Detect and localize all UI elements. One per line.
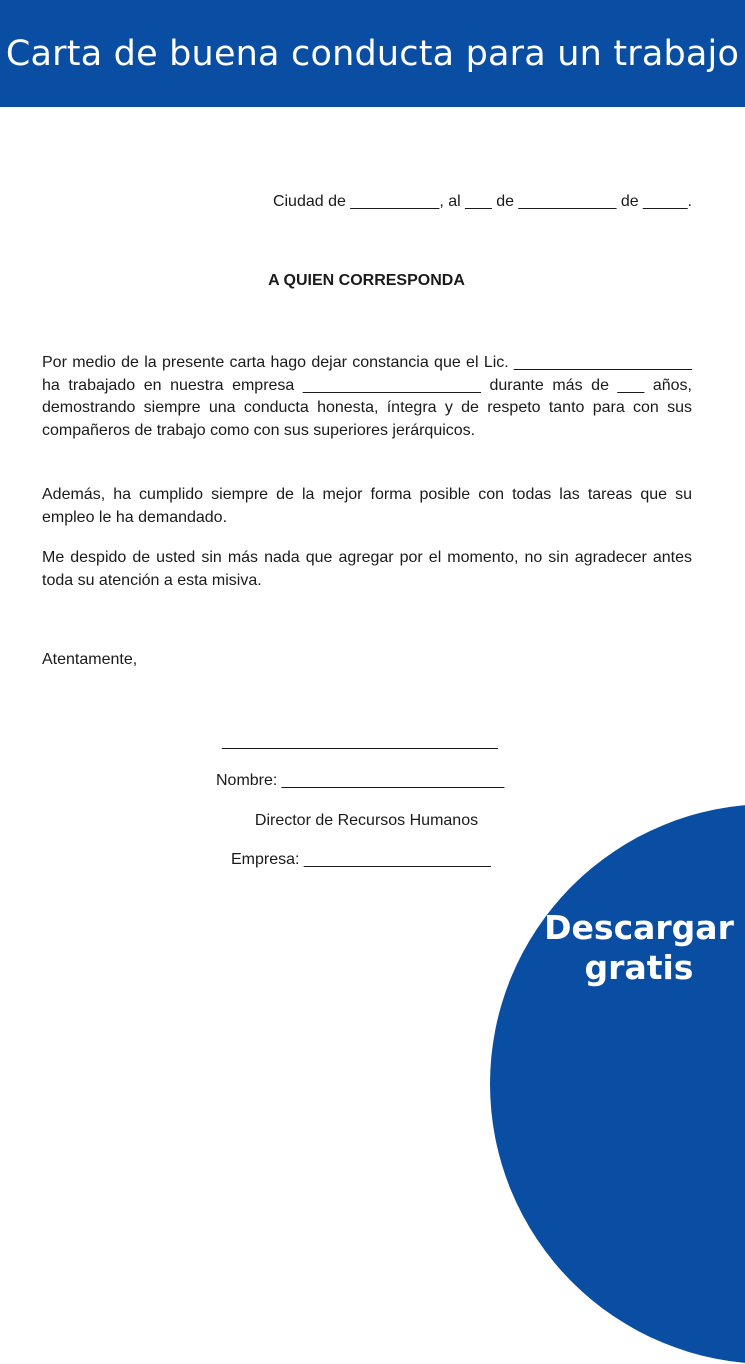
letter-paragraph-1: Por medio de la presente carta hago dejar constancia que el Lic. ____________________ ha trabajado en nuestra empresa ____________________ durante más de ___ años, demostrando siempre una conducta honesta, íntegra y de respeto tanto para con sus compañeros de trabajo como con sus superiores jerárquicos. <box>42 354 692 439</box>
download-label-line-1: Descargar <box>544 908 734 947</box>
title-banner <box>0 0 745 107</box>
signature-line: _______________________________ <box>222 733 498 750</box>
download-corner-shape <box>490 804 745 1364</box>
letter-paragraph-2: Además, ha cumplido siempre de la mejor forma posible con todas las tareas que su empleo le ha demandado. <box>42 486 692 526</box>
name-line: Nombre: _________________________ <box>216 772 505 789</box>
download-free-button[interactable] <box>534 908 744 988</box>
download-label-line-2: gratis <box>584 948 694 987</box>
company-line: Empresa: _____________________ <box>231 851 491 868</box>
page-title: Carta de buena conducta para un trabajo <box>5 33 740 74</box>
letter-heading: A QUIEN CORRESPONDA <box>268 272 465 289</box>
letter-paragraph-3: Me despido de usted sin más nada que agregar por el momento, no sin agradecer antes toda su atención a esta misiva. <box>42 549 692 589</box>
signer-position: Director de Recursos Humanos <box>254 812 479 829</box>
date-line: Ciudad de __________, al ___ de ___________ de _____. <box>272 193 692 210</box>
letter-closing: Atentamente, <box>42 651 138 668</box>
